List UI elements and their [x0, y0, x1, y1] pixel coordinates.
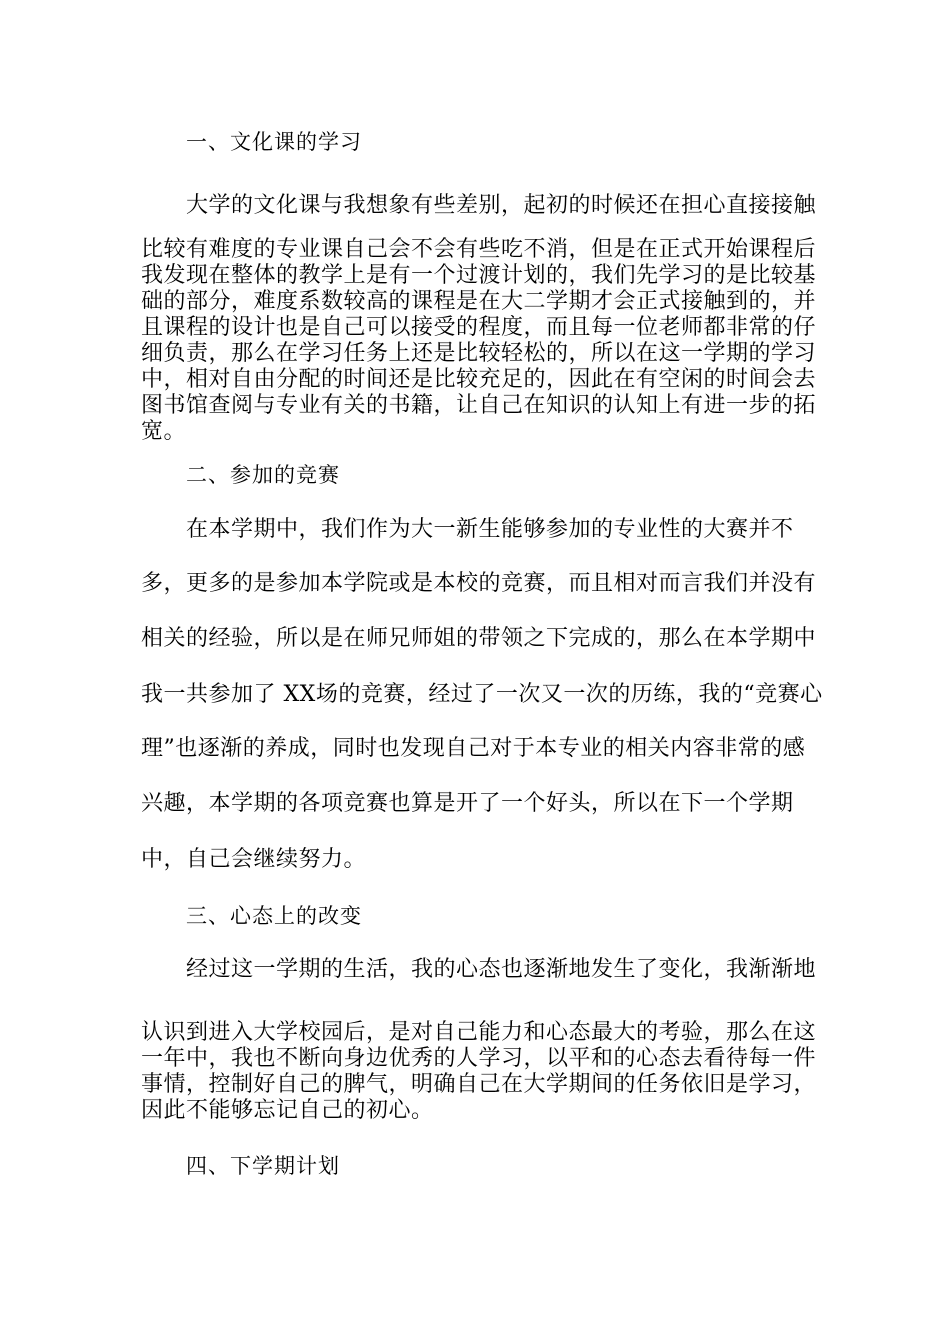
section-3-heading: 三、心态上的改变 — [186, 904, 362, 928]
section-3-line-5: 因此不能够忘记自己的初心。 — [141, 1098, 434, 1123]
section-2-line-2: 多，更多的是参加本学院或是本校的竞赛，而且相对而言我们并没有 — [141, 571, 817, 596]
section-3-line-4: 事情，控制好自己的脾气，明确自己在大学期间的任务依旧是学习， — [141, 1072, 817, 1097]
section-1-line-7: 中，相对自由分配的时间还是比较充足的，因此在有空闲的时间会去 — [141, 367, 817, 392]
section-3-line-2: 认识到进入大学校园后，是对自己能力和心态最大的考验，那么在这 — [141, 1020, 817, 1045]
section-2-line-7: 中，自己会继续努力。 — [141, 847, 367, 872]
section-1-line-5: 且课程的设计也是自己可以接受的程度，而且每一位老师都非常的仔 — [141, 315, 817, 340]
section-1-line-4: 础的部分，难度系数较高的课程是在大二学期才会正式接触到的，并 — [141, 289, 817, 314]
section-3-line-1: 经过这一学期的生活，我的心态也逐渐地发生了变化，我渐渐地 — [186, 957, 817, 982]
section-2-line-4: 我一共参加了 XX场的竞赛，经过了一次又一次的历练，我的“竞赛心 — [141, 682, 823, 707]
section-1-line-9: 宽。 — [141, 419, 187, 444]
section-2-heading: 二、参加的竞赛 — [186, 463, 340, 487]
section-1-line-1: 大学的文化课与我想象有些差别，起初的时候还在担心直接接触 — [186, 193, 817, 218]
section-3-line-3: 一年中，我也不断向身边优秀的人学习，以平和的心态去看待每一件 — [141, 1046, 817, 1071]
section-2-line-6: 兴趣，本学期的各项竞赛也算是开了一个好头，所以在下一个学期 — [141, 791, 794, 816]
section-2-line-1: 在本学期中，我们作为大一新生能够参加的专业性的大赛并不 — [186, 517, 794, 542]
section-1-heading: 一、文化课的学习 — [186, 130, 362, 154]
section-2-line-5: 理”也逐渐的养成，同时也发现自己对于本专业的相关内容非常的感 — [141, 736, 806, 761]
section-2-line-3: 相关的经验，所以是在师兄师姐的带领之下完成的，那么在本学期中 — [141, 626, 817, 651]
section-1-line-3: 我发现在整体的教学上是有一个过渡计划的，我们先学习的是比较基 — [141, 263, 817, 288]
section-1-line-2: 比较有难度的专业课自己会不会有些吃不消，但是在正式开始课程后 — [141, 237, 817, 262]
section-4-heading: 四、下学期计划 — [186, 1154, 340, 1178]
section-1-line-8: 图书馆查阅与专业有关的书籍，让自己在知识的认知上有进一步的拓 — [141, 393, 817, 418]
section-1-line-6: 细负责，那么在学习任务上还是比较轻松的，所以在这一学期的学习 — [141, 341, 817, 366]
